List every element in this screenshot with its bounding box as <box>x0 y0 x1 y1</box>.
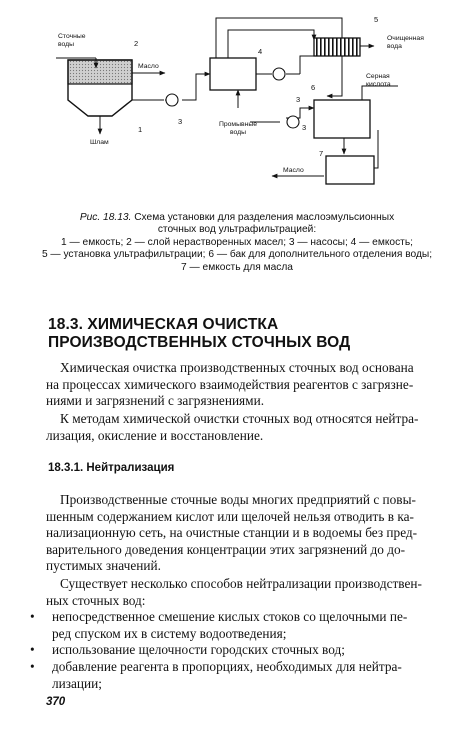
section-paragraph-2 <box>46 411 456 444</box>
text-line: Химическая очистка производственных сточных вод основана <box>60 360 414 375</box>
num-3c: 3 <box>302 123 307 132</box>
caption-line-1 <box>4 212 470 224</box>
text-line: лизации; <box>52 675 102 691</box>
text-line: на процессах химического взаимодействия реагентов с загрязне- <box>46 376 414 392</box>
text-line: Существует несколько способов нейтрализации производствен- <box>60 576 422 591</box>
caption-title: Схема установки для разделения маслоэмульсионных <box>134 212 395 223</box>
ultrafiltration-unit-5 <box>314 38 360 56</box>
subsection-paragraph-2 <box>46 576 456 609</box>
label-purified-water: Очищенная вода <box>387 35 424 50</box>
text-line: использование щелочности городских сточных вод; <box>52 642 345 657</box>
label-sludge: Шлам <box>90 139 109 146</box>
text-line: шенным содержанием кислот или щелочей нельзя отводить в ка- <box>46 508 414 524</box>
text-line: ред спуском их в систему водоотведения; <box>52 625 287 641</box>
text-line: пустимых значений. <box>46 558 161 574</box>
subsection-paragraph-1 <box>46 492 456 575</box>
text-line: добавление реагента в пропорциях, необходимых для нейтра- <box>52 659 402 674</box>
caption-line-4: 5 — установка ультрафильтрации; 6 — бак для дополнительного отделения воды; <box>41 249 433 261</box>
num-2: 2 <box>134 39 139 48</box>
tank-6 <box>314 100 370 138</box>
figure-caption <box>4 212 470 274</box>
subsection-title: 18.3.1. Нейтрализация <box>48 462 175 474</box>
caption-lead: Рис. 18.13. <box>79 212 132 223</box>
num-3b: 3 <box>296 95 301 104</box>
section-title-line-2: ПРОИЗВОДСТВЕННЫХ СТОЧНЫХ ВОД <box>48 334 351 351</box>
text-line: ных сточных вод: <box>46 592 146 608</box>
num-3a: 3 <box>178 117 183 126</box>
text-line: варительного доведения концентрации этих загрязнений до до- <box>46 541 406 557</box>
section-paragraph-1 <box>46 360 456 410</box>
caption-line-3: 1 — емкость; 2 — слой нерастворенных масел; 3 — насосы; 4 — емкость; <box>61 236 413 248</box>
num-7: 7 <box>319 149 324 158</box>
text-line: К методам химической очистки сточных вод относятся нейтра- <box>60 411 419 426</box>
caption-line-5: 7 — емкость для масла <box>181 261 293 273</box>
label-oil: Масло <box>138 63 159 70</box>
num-4: 4 <box>258 47 263 56</box>
num-5: 5 <box>374 15 379 24</box>
tank-4 <box>210 58 256 90</box>
text-line: непосредственное смешение кислых стоков со щелочными пе- <box>52 609 408 624</box>
text-line: Производственные сточные воды многих предприятий с повы- <box>60 492 416 507</box>
text-line: лизация, окисление и восстановление. <box>46 427 264 443</box>
page-number: 370 <box>46 696 66 708</box>
text-line: нализационную сеть, на очистные станции и в водоемы без пред- <box>46 525 418 541</box>
bullet-icon: • <box>30 659 35 674</box>
label-sulfuric-acid: Серная кислота <box>366 73 391 88</box>
caption-line-2: сточных вод ультрафильтрацией: <box>157 224 317 236</box>
ultrafiltration-scheme-diagram <box>0 0 474 206</box>
label-wastewater: Сточные воды <box>58 33 86 48</box>
num-6: 6 <box>311 83 316 92</box>
text-line: ниями и загрязнений с загрязнениями. <box>46 393 265 409</box>
num-1: 1 <box>138 125 143 134</box>
tank-1 <box>68 60 132 116</box>
label-wash-water: Промывные воды <box>218 121 258 136</box>
bullet-icon: • <box>30 609 35 624</box>
section-title-line-1: 18.3. ХИМИЧЕСКАЯ ОЧИСТКА <box>48 316 279 333</box>
tank-7 <box>326 156 374 184</box>
bullet-icon: • <box>30 642 35 657</box>
label-oil-out: Масло <box>283 167 304 174</box>
section-title <box>48 316 448 352</box>
